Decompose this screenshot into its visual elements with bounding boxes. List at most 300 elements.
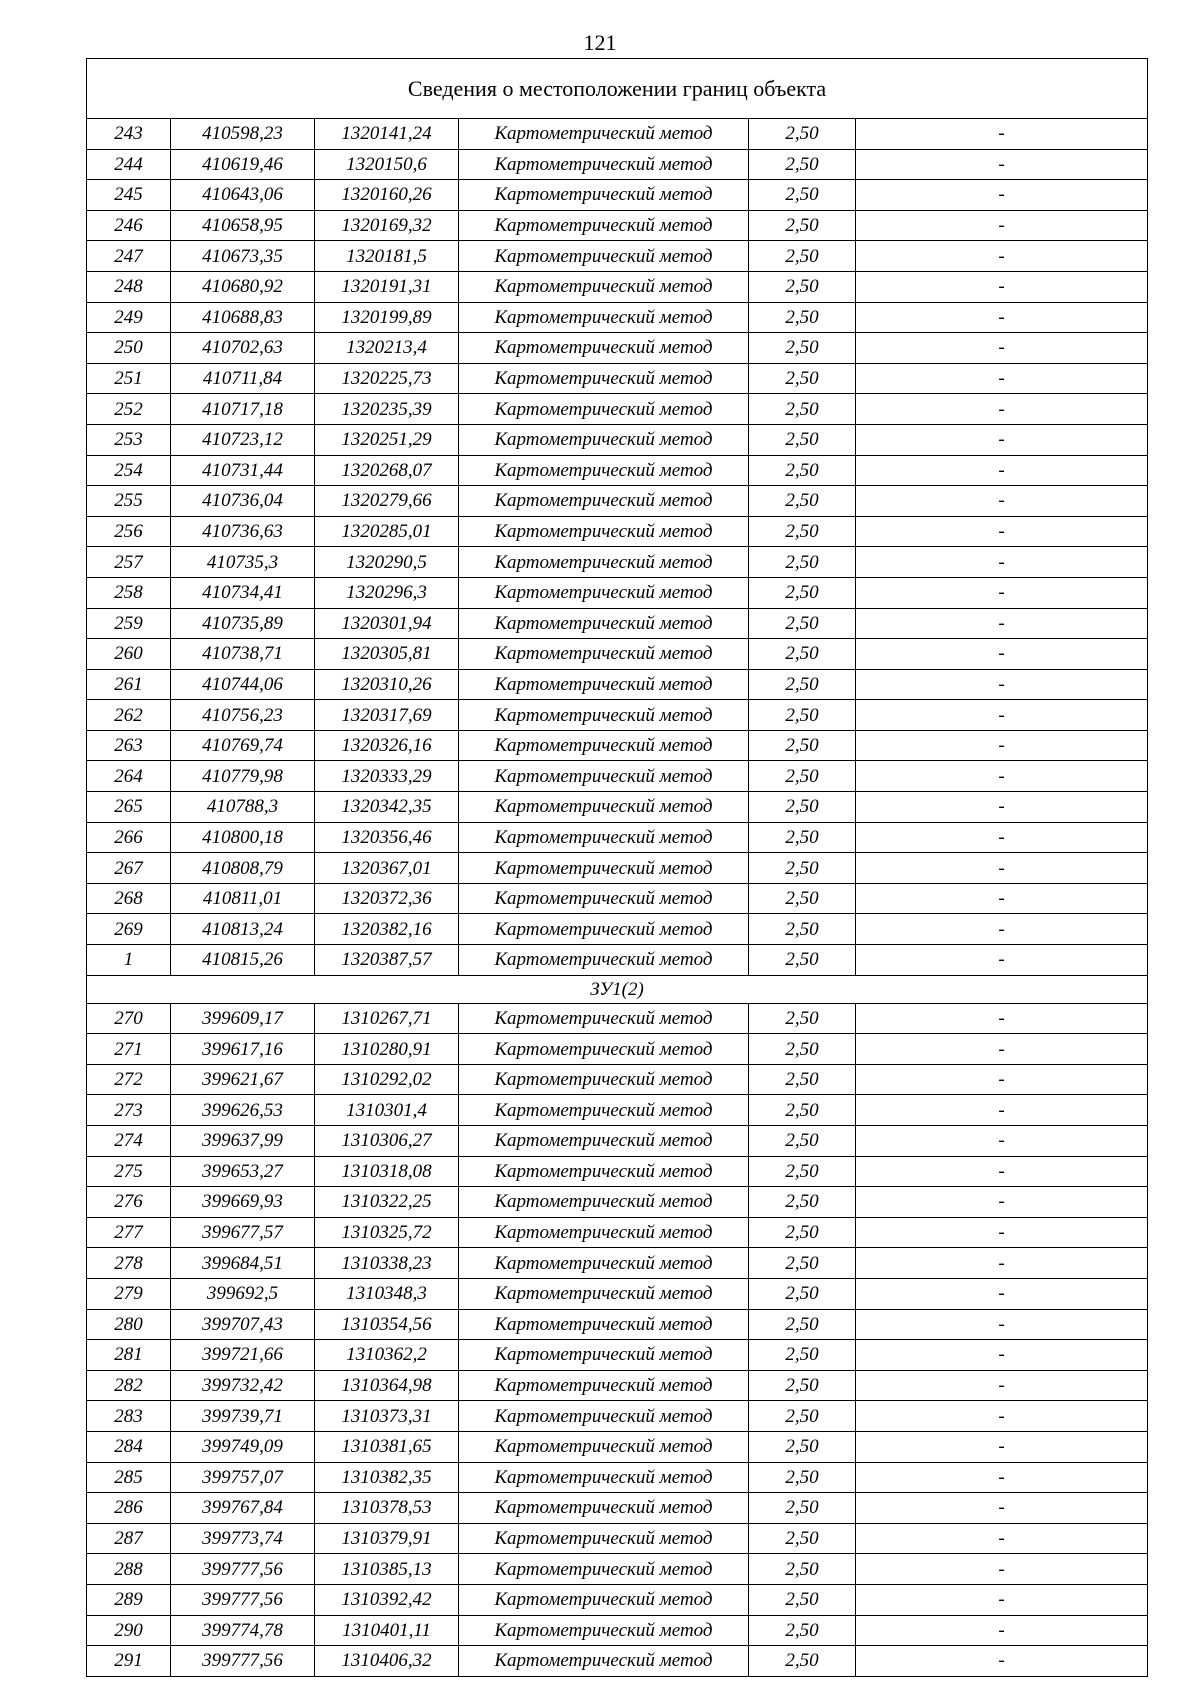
x-coordinate: 399767,84	[171, 1493, 315, 1524]
description: -	[856, 1340, 1148, 1371]
precision: 2,50	[749, 761, 856, 792]
x-coordinate: 410734,41	[171, 577, 315, 608]
table-row	[87, 792, 1148, 823]
point-number: 255	[87, 486, 171, 517]
precision: 2,50	[749, 1187, 856, 1218]
table-row	[87, 180, 1148, 211]
x-coordinate: 410779,98	[171, 761, 315, 792]
y-coordinate: 1310348,3	[315, 1278, 459, 1309]
table-row	[87, 1554, 1148, 1585]
description: -	[856, 883, 1148, 914]
point-number: 271	[87, 1034, 171, 1065]
y-coordinate: 1310392,42	[315, 1584, 459, 1615]
point-number: 288	[87, 1554, 171, 1585]
description: -	[856, 1278, 1148, 1309]
point-number: 290	[87, 1615, 171, 1646]
point-number: 262	[87, 700, 171, 731]
method: Картометрический метод	[459, 1278, 749, 1309]
precision: 2,50	[749, 1431, 856, 1462]
precision: 2,50	[749, 792, 856, 823]
description: -	[856, 730, 1148, 761]
precision: 2,50	[749, 1003, 856, 1034]
table-row	[87, 1370, 1148, 1401]
method: Картометрический метод	[459, 577, 749, 608]
x-coordinate: 410735,89	[171, 608, 315, 639]
table-row	[87, 883, 1148, 914]
table-row	[87, 1340, 1148, 1371]
description: -	[856, 822, 1148, 853]
description: -	[856, 455, 1148, 486]
method: Картометрический метод	[459, 914, 749, 945]
y-coordinate: 1320326,16	[315, 730, 459, 761]
y-coordinate: 1310354,56	[315, 1309, 459, 1340]
table-row	[87, 333, 1148, 364]
x-coordinate: 399774,78	[171, 1615, 315, 1646]
point-number: 243	[87, 119, 171, 150]
precision: 2,50	[749, 1126, 856, 1157]
x-coordinate: 410673,35	[171, 241, 315, 272]
description: -	[856, 639, 1148, 670]
description: -	[856, 516, 1148, 547]
description: -	[856, 700, 1148, 731]
point-number: 287	[87, 1523, 171, 1554]
method: Картометрический метод	[459, 1462, 749, 1493]
table-row	[87, 1217, 1148, 1248]
description: -	[856, 1126, 1148, 1157]
y-coordinate: 1320290,5	[315, 547, 459, 578]
method: Картометрический метод	[459, 1615, 749, 1646]
method: Картометрический метод	[459, 333, 749, 364]
method: Картометрический метод	[459, 1370, 749, 1401]
y-coordinate: 1320382,16	[315, 914, 459, 945]
precision: 2,50	[749, 241, 856, 272]
y-coordinate: 1310325,72	[315, 1217, 459, 1248]
method: Картометрический метод	[459, 119, 749, 150]
table-row	[87, 1401, 1148, 1432]
table-row	[87, 363, 1148, 394]
point-number: 1	[87, 945, 171, 976]
method: Картометрический метод	[459, 822, 749, 853]
x-coordinate: 399777,56	[171, 1554, 315, 1585]
table-row	[87, 1003, 1148, 1034]
method: Картометрический метод	[459, 149, 749, 180]
table-row	[87, 1431, 1148, 1462]
x-coordinate: 410736,04	[171, 486, 315, 517]
point-number: 259	[87, 608, 171, 639]
description: -	[856, 608, 1148, 639]
description: -	[856, 914, 1148, 945]
y-coordinate: 1310318,08	[315, 1156, 459, 1187]
y-coordinate: 1320356,46	[315, 822, 459, 853]
y-coordinate: 1320305,81	[315, 639, 459, 670]
y-coordinate: 1320367,01	[315, 853, 459, 884]
point-number: 260	[87, 639, 171, 670]
table-row	[87, 669, 1148, 700]
table-row	[87, 149, 1148, 180]
y-coordinate: 1320296,3	[315, 577, 459, 608]
boundary-coordinates-table	[86, 58, 1148, 1677]
method: Картометрический метод	[459, 1523, 749, 1554]
point-number: 272	[87, 1064, 171, 1095]
y-coordinate: 1310338,23	[315, 1248, 459, 1279]
point-number: 275	[87, 1156, 171, 1187]
point-number: 258	[87, 577, 171, 608]
precision: 2,50	[749, 883, 856, 914]
table-row	[87, 1615, 1148, 1646]
x-coordinate: 410711,84	[171, 363, 315, 394]
method: Картометрический метод	[459, 608, 749, 639]
y-coordinate: 1310301,4	[315, 1095, 459, 1126]
precision: 2,50	[749, 1217, 856, 1248]
x-coordinate: 399707,43	[171, 1309, 315, 1340]
point-number: 282	[87, 1370, 171, 1401]
point-number: 291	[87, 1646, 171, 1677]
x-coordinate: 399617,16	[171, 1034, 315, 1065]
method: Картометрический метод	[459, 180, 749, 211]
description: -	[856, 241, 1148, 272]
point-number: 286	[87, 1493, 171, 1524]
precision: 2,50	[749, 639, 856, 670]
method: Картометрический метод	[459, 792, 749, 823]
x-coordinate: 410735,3	[171, 547, 315, 578]
point-number: 283	[87, 1401, 171, 1432]
table-title: Сведения о местоположении границ объекта	[87, 59, 1148, 119]
point-number: 250	[87, 333, 171, 364]
description: -	[856, 1554, 1148, 1585]
x-coordinate: 410756,23	[171, 700, 315, 731]
description: -	[856, 792, 1148, 823]
table-row	[87, 945, 1148, 976]
description: -	[856, 1187, 1148, 1218]
method: Картометрический метод	[459, 1431, 749, 1462]
precision: 2,50	[749, 424, 856, 455]
y-coordinate: 1310406,32	[315, 1646, 459, 1677]
point-number: 254	[87, 455, 171, 486]
x-coordinate: 399669,93	[171, 1187, 315, 1218]
y-coordinate: 1310280,91	[315, 1034, 459, 1065]
point-number: 257	[87, 547, 171, 578]
table-row	[87, 455, 1148, 486]
table-row	[87, 1064, 1148, 1095]
precision: 2,50	[749, 1493, 856, 1524]
method: Картометрический метод	[459, 700, 749, 731]
x-coordinate: 410815,26	[171, 945, 315, 976]
point-number: 249	[87, 302, 171, 333]
method: Картометрический метод	[459, 394, 749, 425]
precision: 2,50	[749, 1248, 856, 1279]
point-number: 267	[87, 853, 171, 884]
method: Картометрический метод	[459, 1646, 749, 1677]
y-coordinate: 1320317,69	[315, 700, 459, 731]
point-number: 253	[87, 424, 171, 455]
x-coordinate: 410813,24	[171, 914, 315, 945]
y-coordinate: 1320213,4	[315, 333, 459, 364]
method: Картометрический метод	[459, 1095, 749, 1126]
y-coordinate: 1320191,31	[315, 271, 459, 302]
precision: 2,50	[749, 914, 856, 945]
x-coordinate: 410643,06	[171, 180, 315, 211]
point-number: 264	[87, 761, 171, 792]
y-coordinate: 1320199,89	[315, 302, 459, 333]
method: Картометрический метод	[459, 883, 749, 914]
precision: 2,50	[749, 333, 856, 364]
table-row	[87, 761, 1148, 792]
x-coordinate: 399777,56	[171, 1584, 315, 1615]
description: -	[856, 1615, 1148, 1646]
table-row	[87, 241, 1148, 272]
table-row	[87, 730, 1148, 761]
table-row	[87, 639, 1148, 670]
point-number: 266	[87, 822, 171, 853]
y-coordinate: 1310362,2	[315, 1340, 459, 1371]
description: -	[856, 1034, 1148, 1065]
description: -	[856, 577, 1148, 608]
precision: 2,50	[749, 516, 856, 547]
description: -	[856, 1493, 1148, 1524]
description: -	[856, 1646, 1148, 1677]
y-coordinate: 1310373,31	[315, 1401, 459, 1432]
method: Картометрический метод	[459, 547, 749, 578]
table-title-row	[87, 59, 1148, 119]
y-coordinate: 1320301,94	[315, 608, 459, 639]
point-number: 263	[87, 730, 171, 761]
x-coordinate: 399609,17	[171, 1003, 315, 1034]
description: -	[856, 669, 1148, 700]
y-coordinate: 1310292,02	[315, 1064, 459, 1095]
description: -	[856, 271, 1148, 302]
point-number: 273	[87, 1095, 171, 1126]
y-coordinate: 1320225,73	[315, 363, 459, 394]
precision: 2,50	[749, 1064, 856, 1095]
x-coordinate: 410744,06	[171, 669, 315, 700]
y-coordinate: 1320150,6	[315, 149, 459, 180]
table-body	[87, 59, 1148, 1677]
precision: 2,50	[749, 180, 856, 211]
method: Картометрический метод	[459, 302, 749, 333]
y-coordinate: 1320169,32	[315, 210, 459, 241]
point-number: 251	[87, 363, 171, 394]
table-row	[87, 1646, 1148, 1677]
y-coordinate: 1320333,29	[315, 761, 459, 792]
point-number: 244	[87, 149, 171, 180]
y-coordinate: 1310306,27	[315, 1126, 459, 1157]
method: Картометрический метод	[459, 241, 749, 272]
point-number: 247	[87, 241, 171, 272]
method: Картометрический метод	[459, 730, 749, 761]
method: Картометрический метод	[459, 1064, 749, 1095]
table-row	[87, 424, 1148, 455]
y-coordinate: 1310382,35	[315, 1462, 459, 1493]
y-coordinate: 1320141,24	[315, 119, 459, 150]
point-number: 277	[87, 1217, 171, 1248]
table-row	[87, 822, 1148, 853]
point-number: 280	[87, 1309, 171, 1340]
table-row	[87, 1034, 1148, 1065]
precision: 2,50	[749, 1646, 856, 1677]
table-row	[87, 577, 1148, 608]
precision: 2,50	[749, 119, 856, 150]
x-coordinate: 410808,79	[171, 853, 315, 884]
table-row	[87, 1156, 1148, 1187]
x-coordinate: 399684,51	[171, 1248, 315, 1279]
method: Картометрический метод	[459, 853, 749, 884]
point-number: 276	[87, 1187, 171, 1218]
method: Картометрический метод	[459, 1187, 749, 1218]
description: -	[856, 363, 1148, 394]
table-row	[87, 1187, 1148, 1218]
description: -	[856, 1431, 1148, 1462]
description: -	[856, 1003, 1148, 1034]
table-row	[87, 119, 1148, 150]
method: Картометрический метод	[459, 210, 749, 241]
method: Картометрический метод	[459, 1340, 749, 1371]
method: Картометрический метод	[459, 1156, 749, 1187]
table-row	[87, 1278, 1148, 1309]
precision: 2,50	[749, 363, 856, 394]
description: -	[856, 302, 1148, 333]
method: Картометрический метод	[459, 424, 749, 455]
x-coordinate: 410723,12	[171, 424, 315, 455]
method: Картометрический метод	[459, 271, 749, 302]
table-row	[87, 1248, 1148, 1279]
x-coordinate: 399732,42	[171, 1370, 315, 1401]
description: -	[856, 547, 1148, 578]
point-number: 261	[87, 669, 171, 700]
precision: 2,50	[749, 149, 856, 180]
method: Картометрический метод	[459, 669, 749, 700]
table-row	[87, 271, 1148, 302]
method: Картометрический метод	[459, 363, 749, 394]
x-coordinate: 410598,23	[171, 119, 315, 150]
y-coordinate: 1320342,35	[315, 792, 459, 823]
y-coordinate: 1310379,91	[315, 1523, 459, 1554]
y-coordinate: 1310267,71	[315, 1003, 459, 1034]
x-coordinate: 399773,74	[171, 1523, 315, 1554]
method: Картометрический метод	[459, 1248, 749, 1279]
y-coordinate: 1320181,5	[315, 241, 459, 272]
point-number: 252	[87, 394, 171, 425]
method: Картометрический метод	[459, 1217, 749, 1248]
point-number: 281	[87, 1340, 171, 1371]
table-row	[87, 394, 1148, 425]
x-coordinate: 410619,46	[171, 149, 315, 180]
description: -	[856, 853, 1148, 884]
precision: 2,50	[749, 1370, 856, 1401]
page-number: 121	[583, 30, 617, 55]
y-coordinate: 1320372,36	[315, 883, 459, 914]
point-number: 278	[87, 1248, 171, 1279]
method: Картометрический метод	[459, 1554, 749, 1585]
x-coordinate: 399692,5	[171, 1278, 315, 1309]
description: -	[856, 424, 1148, 455]
x-coordinate: 399777,56	[171, 1646, 315, 1677]
description: -	[856, 210, 1148, 241]
method: Картометрический метод	[459, 945, 749, 976]
table-row	[87, 700, 1148, 731]
table-row	[87, 1493, 1148, 1524]
point-number: 289	[87, 1584, 171, 1615]
y-coordinate: 1320251,29	[315, 424, 459, 455]
x-coordinate: 410769,74	[171, 730, 315, 761]
precision: 2,50	[749, 608, 856, 639]
point-number: 265	[87, 792, 171, 823]
y-coordinate: 1320387,57	[315, 945, 459, 976]
description: -	[856, 761, 1148, 792]
y-coordinate: 1320160,26	[315, 180, 459, 211]
method: Картометрический метод	[459, 1584, 749, 1615]
description: -	[856, 1401, 1148, 1432]
precision: 2,50	[749, 700, 856, 731]
description: -	[856, 1064, 1148, 1095]
description: -	[856, 1156, 1148, 1187]
method: Картометрический метод	[459, 761, 749, 792]
precision: 2,50	[749, 547, 856, 578]
x-coordinate: 399721,66	[171, 1340, 315, 1371]
point-number: 248	[87, 271, 171, 302]
x-coordinate: 399677,57	[171, 1217, 315, 1248]
precision: 2,50	[749, 455, 856, 486]
method: Картометрический метод	[459, 639, 749, 670]
description: -	[856, 1462, 1148, 1493]
x-coordinate: 399621,67	[171, 1064, 315, 1095]
table-row	[87, 547, 1148, 578]
method: Картометрический метод	[459, 1493, 749, 1524]
x-coordinate: 410702,63	[171, 333, 315, 364]
table-row	[87, 486, 1148, 517]
description: -	[856, 1095, 1148, 1126]
table-row	[87, 1095, 1148, 1126]
precision: 2,50	[749, 1095, 856, 1126]
precision: 2,50	[749, 1462, 856, 1493]
description: -	[856, 486, 1148, 517]
method: Картометрический метод	[459, 1003, 749, 1034]
x-coordinate: 410731,44	[171, 455, 315, 486]
precision: 2,50	[749, 302, 856, 333]
precision: 2,50	[749, 1278, 856, 1309]
y-coordinate: 1310381,65	[315, 1431, 459, 1462]
precision: 2,50	[749, 486, 856, 517]
y-coordinate: 1310322,25	[315, 1187, 459, 1218]
method: Картометрический метод	[459, 1126, 749, 1157]
description: -	[856, 394, 1148, 425]
table-row	[87, 1462, 1148, 1493]
point-number: 285	[87, 1462, 171, 1493]
y-coordinate: 1320279,66	[315, 486, 459, 517]
precision: 2,50	[749, 1584, 856, 1615]
method: Картометрический метод	[459, 1309, 749, 1340]
precision: 2,50	[749, 822, 856, 853]
section-header-row	[87, 975, 1148, 1003]
method: Картометрический метод	[459, 486, 749, 517]
description: -	[856, 1584, 1148, 1615]
x-coordinate: 410717,18	[171, 394, 315, 425]
y-coordinate: 1320268,07	[315, 455, 459, 486]
description: -	[856, 119, 1148, 150]
y-coordinate: 1320285,01	[315, 516, 459, 547]
x-coordinate: 410800,18	[171, 822, 315, 853]
y-coordinate: 1310401,11	[315, 1615, 459, 1646]
point-number: 246	[87, 210, 171, 241]
precision: 2,50	[749, 853, 856, 884]
point-number: 284	[87, 1431, 171, 1462]
table-row	[87, 608, 1148, 639]
description: -	[856, 945, 1148, 976]
table-row	[87, 210, 1148, 241]
x-coordinate: 399637,99	[171, 1126, 315, 1157]
table-row	[87, 1309, 1148, 1340]
x-coordinate: 410736,63	[171, 516, 315, 547]
precision: 2,50	[749, 1401, 856, 1432]
